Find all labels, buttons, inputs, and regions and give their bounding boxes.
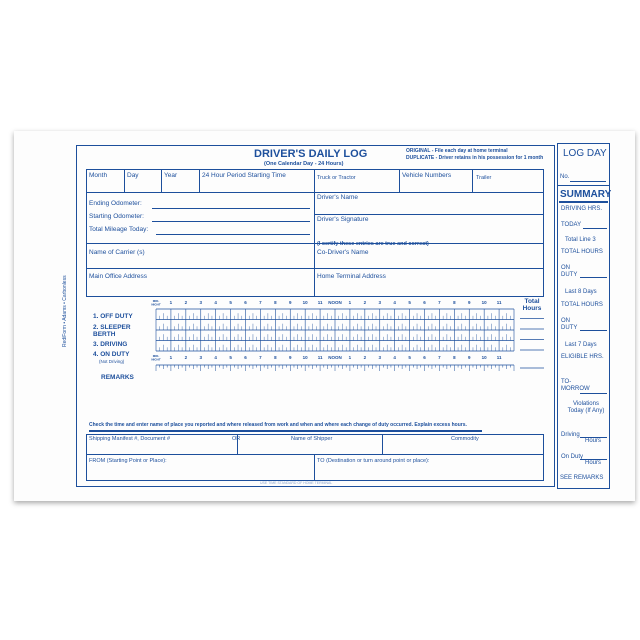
hour-label: 2 bbox=[184, 300, 188, 305]
hour-label: 1 bbox=[348, 355, 352, 360]
tomorrow-line[interactable] bbox=[580, 393, 607, 394]
hour-label: 3 bbox=[199, 300, 203, 305]
hour-label: 3 bbox=[199, 355, 203, 360]
eligible-label: ELIGIBLE HRS. bbox=[561, 354, 604, 360]
hour-label: 10 bbox=[481, 300, 487, 305]
hour-label: 9 bbox=[288, 355, 292, 360]
original-note: ORIGINAL - File each day at home terminal bbox=[406, 148, 508, 154]
col-divider-month bbox=[124, 169, 125, 192]
see-remarks-label: SEE REMARKS bbox=[560, 475, 604, 481]
hour-label: 2 bbox=[363, 300, 367, 305]
hour-label: 7 bbox=[259, 300, 262, 305]
hours1-label: Hours bbox=[585, 438, 602, 444]
on-duty2-line[interactable] bbox=[580, 330, 607, 331]
hour-label: 5 bbox=[229, 300, 232, 305]
certify-note: (I certify these entries are true and correct) bbox=[317, 241, 429, 247]
total-hours-heading: Total Hours bbox=[522, 298, 542, 312]
hour-label: 7 bbox=[438, 355, 441, 360]
footer-note: USE TIME STANDARD OF HOME TERMINAL bbox=[260, 481, 333, 485]
hour-label: 10 bbox=[302, 300, 308, 305]
or-label: OR bbox=[232, 436, 241, 442]
col-divider-year bbox=[199, 169, 200, 192]
midnight-label: NIGHT bbox=[151, 357, 161, 362]
row-sleeper-berth: 2. SLEEPER BERTH bbox=[93, 324, 131, 338]
row-divider-1 bbox=[86, 192, 544, 193]
shipping-divider bbox=[86, 454, 544, 455]
hour-label: 8 bbox=[453, 355, 456, 360]
hour-label: 3 bbox=[378, 355, 382, 360]
carrier-label: Name of Carrier (s) bbox=[89, 249, 145, 256]
hour-label: 4 bbox=[214, 300, 217, 305]
hour-label: 9 bbox=[288, 300, 292, 305]
instructions-rule bbox=[89, 430, 482, 432]
hour-label: 8 bbox=[274, 300, 277, 305]
hour-label: 6 bbox=[244, 300, 247, 305]
col-divider-vehicle bbox=[399, 169, 400, 192]
summary-heading: SUMMARY bbox=[560, 189, 612, 200]
main-office-label: Main Office Address bbox=[89, 273, 148, 280]
remarks-label: REMARKS bbox=[101, 374, 134, 381]
row-divider-2 bbox=[86, 243, 544, 244]
hour-label: 9 bbox=[467, 355, 471, 360]
total-mileage-line[interactable] bbox=[156, 234, 310, 235]
hour-label: 10 bbox=[302, 355, 308, 360]
hour-label: 3 bbox=[378, 300, 382, 305]
to-label: TO (Destination or turn around point or place): bbox=[317, 458, 430, 464]
trailer-label: Trailer bbox=[476, 175, 492, 181]
manifest-label: Shipping Manifest #, Document # bbox=[89, 436, 171, 442]
hour-label: 10 bbox=[481, 355, 487, 360]
last7-label: Last 7 Days bbox=[565, 342, 597, 348]
summary-divider-top bbox=[557, 185, 610, 186]
on-duty3-label: On Duty bbox=[561, 454, 584, 460]
hour-label: 4 bbox=[214, 355, 217, 360]
truck-label: Truck or Tractor bbox=[317, 175, 356, 181]
hour-label: 11 bbox=[496, 300, 502, 305]
hour-label: 1 bbox=[169, 300, 173, 305]
col-divider-day bbox=[161, 169, 162, 192]
violations-label: Violations Today (If Any) bbox=[567, 401, 605, 414]
driving-label: Driving bbox=[561, 432, 580, 438]
total-mileage-label: Total Mileage Today: bbox=[89, 226, 149, 233]
brand-side-text: RediForm • Adams • Carbonless bbox=[62, 275, 68, 347]
starting-odometer-line[interactable] bbox=[152, 221, 310, 222]
noon-label: NOON bbox=[328, 300, 342, 305]
row-off-duty: 1. OFF DUTY bbox=[93, 313, 133, 320]
commodity-label: Commodity bbox=[451, 436, 479, 442]
row-driving: 3. DRIVING bbox=[93, 341, 128, 348]
hour-label: 2 bbox=[184, 355, 188, 360]
log-day-no-label: No. bbox=[560, 174, 570, 180]
hour-label: 9 bbox=[467, 300, 471, 305]
shipping-col-3 bbox=[314, 454, 315, 481]
log-day-no-line[interactable] bbox=[570, 181, 606, 182]
co-driver-label: Co-Driver's Name bbox=[317, 249, 369, 256]
on-duty2-label: ON DUTY bbox=[561, 318, 578, 331]
today-label: TODAY bbox=[561, 222, 582, 228]
from-label: FROM (Starting Point or Place): bbox=[89, 458, 167, 464]
shipping-col-2 bbox=[382, 434, 383, 454]
noon-label: NOON bbox=[328, 355, 342, 360]
summary-heading-rule bbox=[559, 201, 608, 203]
day-label: Day bbox=[127, 172, 139, 179]
year-label: Year bbox=[164, 172, 178, 179]
month-label: Month bbox=[89, 172, 108, 179]
instructions-text: Check the time and enter name of place you reported and where released from work and when and where each change of duty occurred. Explain excess hours. bbox=[89, 422, 467, 428]
driver-signature-label: Driver's Signature bbox=[317, 216, 369, 223]
ending-odometer-label: Ending Odometer: bbox=[89, 200, 142, 207]
drivers-name-label: Driver's Name bbox=[317, 194, 358, 201]
hour-label: 6 bbox=[423, 355, 426, 360]
hour-label: 5 bbox=[408, 355, 411, 360]
header-fields-box bbox=[86, 169, 544, 297]
midnight-label: MID- bbox=[152, 354, 160, 358]
hour-label: 8 bbox=[453, 300, 456, 305]
hour-label: 11 bbox=[317, 355, 323, 360]
hour-label: 4 bbox=[393, 300, 396, 305]
form-title: DRIVER'S DAILY LOG bbox=[254, 148, 368, 160]
total-line3-label: Total Line 3 bbox=[565, 237, 596, 243]
hour-label: 5 bbox=[229, 355, 232, 360]
hour-label: 11 bbox=[496, 355, 502, 360]
on-duty-note: (Not Driving) bbox=[99, 359, 125, 364]
hour-label: 5 bbox=[408, 300, 411, 305]
shipper-label: Name of Shipper bbox=[291, 436, 333, 442]
col-divider-trailer bbox=[472, 169, 473, 192]
hour-label: 2 bbox=[363, 355, 367, 360]
starting-odometer-label: Starting Odometer: bbox=[89, 213, 144, 220]
today-line[interactable] bbox=[583, 228, 607, 229]
hour-label: 4 bbox=[393, 355, 396, 360]
row-divider-3 bbox=[86, 268, 544, 269]
hour-label: 6 bbox=[423, 300, 426, 305]
row-on-duty: 4. ON DUTY bbox=[93, 351, 130, 358]
log-sheet bbox=[14, 131, 635, 501]
col-divider-center bbox=[314, 169, 315, 297]
period-label: 24 Hour Period Starting Time bbox=[202, 172, 286, 179]
duty-status-grid[interactable] bbox=[86, 297, 548, 387]
hour-label: 7 bbox=[259, 355, 262, 360]
hour-label: 7 bbox=[438, 300, 441, 305]
home-terminal-label: Home Terminal Address bbox=[317, 273, 386, 280]
on-duty-label: ON DUTY bbox=[561, 265, 578, 278]
hour-label: 8 bbox=[274, 355, 277, 360]
on-duty-line[interactable] bbox=[580, 277, 607, 278]
hour-label: 1 bbox=[169, 355, 173, 360]
hour-label: 1 bbox=[348, 300, 352, 305]
tomorrow-label: TO-MORROW bbox=[561, 379, 590, 392]
midnight-label: MID- bbox=[152, 299, 160, 303]
duplicate-note: DUPLICATE - Driver retains in his possession for 1 month bbox=[406, 155, 544, 161]
driving-hrs-label: DRIVING HRS. bbox=[561, 206, 603, 212]
last8-label: Last 8 Days bbox=[565, 289, 597, 295]
log-day-label: LOG DAY bbox=[563, 148, 607, 159]
row-divider-driver bbox=[314, 214, 544, 215]
vehicle-numbers-label: Vehicle Numbers bbox=[402, 172, 452, 179]
ending-odometer-line[interactable] bbox=[152, 208, 310, 209]
hour-label: 6 bbox=[244, 355, 247, 360]
form-subtitle: (One Calendar Day - 24 Hours) bbox=[264, 161, 344, 167]
hours2-label: Hours bbox=[585, 460, 602, 466]
total-hours-label: TOTAL HOURS bbox=[561, 249, 603, 255]
hour-label: 11 bbox=[317, 300, 323, 305]
total-hours2-label: TOTAL HOURS bbox=[561, 302, 603, 308]
midnight-label: NIGHT bbox=[151, 302, 161, 307]
